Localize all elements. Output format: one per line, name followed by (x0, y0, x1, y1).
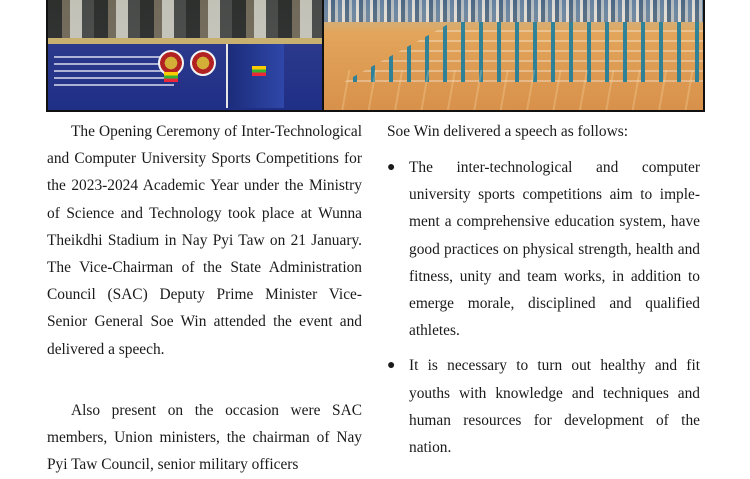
podium-flag-icon (252, 66, 266, 76)
article-paragraph-1: The Opening Ceremony of Inter-Technological and Computer University Sports Competitions for the 2023-2024 Academic Year under the Ministry of Science and Technology took place at Wunna Theikdhi Stadium in Nay Pyi Taw on 21 January. The Vice-Chairman of the State Administration Council (SAC) Deputy Prime Minister Vice-Senior General Soe Win attended the event and delivered a speech. (47, 123, 362, 358)
podium (226, 44, 284, 108)
ministry-emblem-icon (190, 50, 216, 76)
ceremony-photo-athletes (324, 0, 703, 110)
article-paragraph-2: Also present on the occasion were SAC members, Union ministers, the chairman of Nay Pyi Taw Council, senior military officers (47, 402, 362, 474)
bullet-dot-icon: ● (387, 358, 396, 374)
speech-bullet-text: It is necessary to turn out healthy and fit youths with knowledge and techniques and human resources for development of the nation. (409, 357, 700, 457)
myanmar-flag-icon (164, 72, 178, 82)
stadium-floor (324, 70, 703, 110)
stage-audience (48, 0, 322, 40)
speech-bullet-list (387, 154, 700, 469)
speech-bullet (387, 154, 700, 344)
speech-bullet-text: The inter-technological and computer university sports competitions aim to implement a comprehensive education system, have good practices on physical strength, health and fitness, unity and team works, in addition to emerge morale, disciplined and qualified athletes. (409, 159, 700, 340)
speech-intro: Soe Win delivered a speech as follows: (387, 123, 629, 140)
ceremony-photo-speaker (48, 0, 324, 110)
photo-strip (46, 0, 705, 112)
bullet-dot-icon: ● (387, 160, 396, 175)
stadium-crowd (324, 0, 703, 22)
banner-text-lines (54, 56, 174, 86)
speech-bullet (387, 352, 700, 461)
